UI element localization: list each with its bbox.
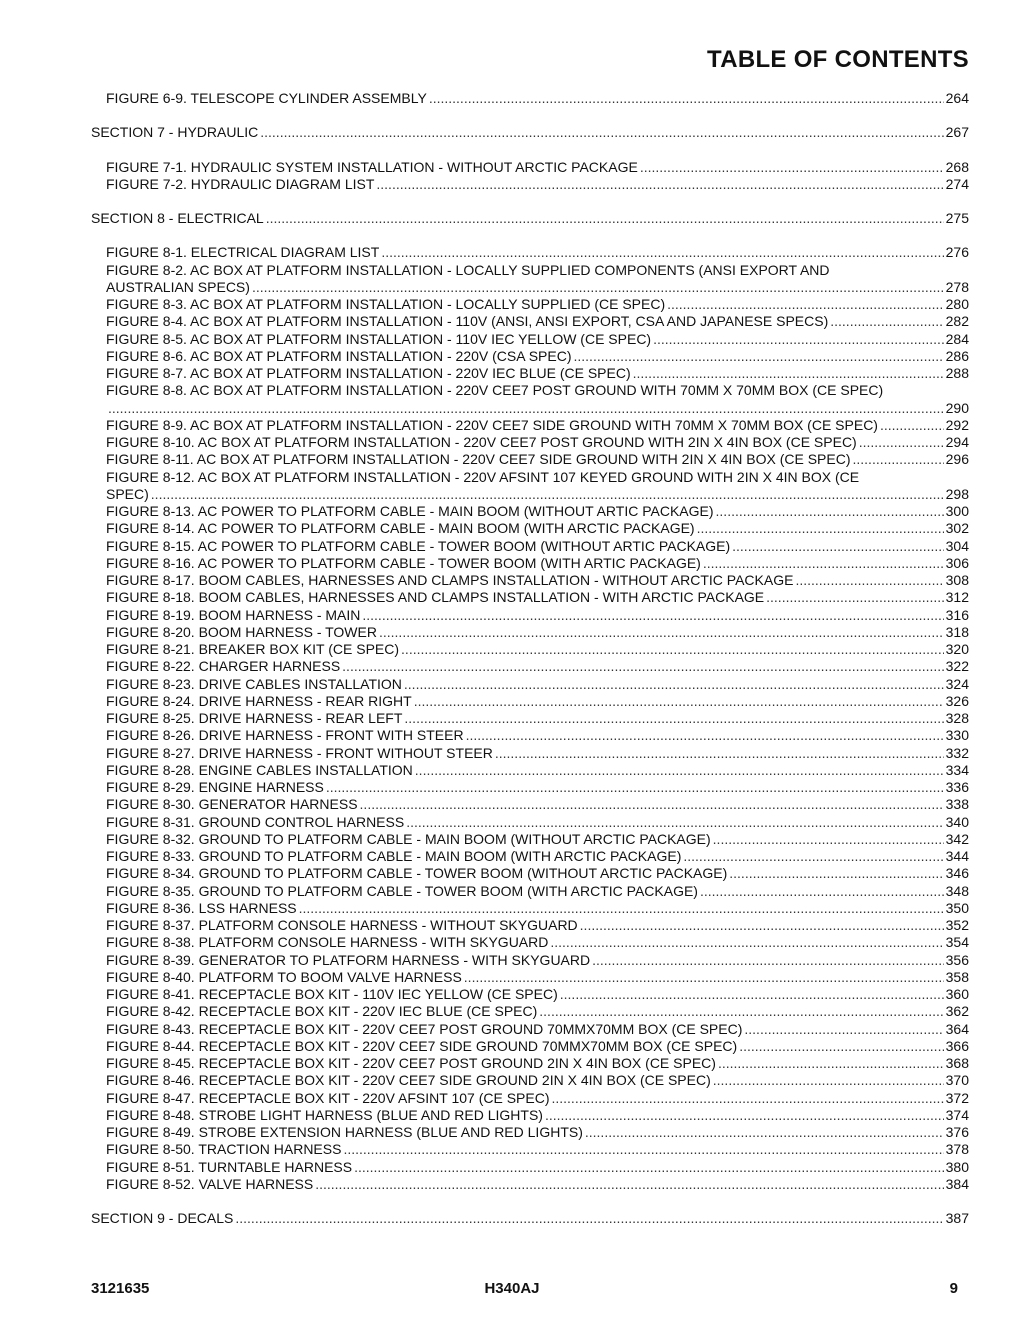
toc-entry-page: 286 [945, 347, 969, 364]
dot-leader [551, 1090, 943, 1107]
toc-entry[interactable] [0, 1038, 1024, 1055]
toc-section[interactable] [0, 1210, 1024, 1227]
toc-entry-page: 300 [945, 503, 969, 519]
dot-leader [592, 952, 944, 969]
toc-entry-page: 332 [945, 744, 969, 761]
toc-entry[interactable] [0, 1021, 1024, 1038]
dot-leader [653, 331, 944, 348]
toc-entry-page: 344 [945, 848, 969, 864]
toc-entry-page: 268 [945, 158, 969, 175]
toc-entry-label: FIGURE 8-20. BOOM HARNESS - TOWER [106, 623, 377, 640]
dot-leader [466, 727, 944, 744]
toc-entry[interactable] [0, 279, 1024, 296]
toc-entry-page: 380 [945, 1158, 969, 1175]
toc-entry[interactable] [0, 451, 1024, 468]
dot-leader [667, 296, 944, 313]
toc-entry[interactable] [0, 848, 1024, 865]
toc-entry-page: 316 [945, 606, 969, 623]
toc-entry[interactable] [0, 693, 1024, 710]
dot-leader [739, 1038, 943, 1055]
toc-entry[interactable] [0, 417, 1024, 434]
toc-entry-page: 384 [945, 1175, 969, 1192]
toc-entry[interactable] [0, 159, 1024, 176]
dot-leader [406, 814, 943, 831]
toc-entry[interactable] [0, 331, 1024, 348]
dot-leader [545, 1107, 944, 1124]
toc-entry[interactable] [0, 400, 1024, 417]
toc-list [0, 90, 1024, 1227]
toc-entry-page: 340 [945, 813, 969, 830]
dot-leader [633, 365, 944, 382]
toc-entry[interactable] [0, 831, 1024, 848]
toc-entry-label: FIGURE 8-15. AC POWER TO PLATFORM CABLE - TOWER BOOM (WITHOUT ARTIC PACKAGE) [106, 537, 731, 554]
toc-entry-page: 276 [945, 244, 969, 261]
toc-entry[interactable] [0, 952, 1024, 969]
toc-entry-label: FIGURE 8-52. VALVE HARNESS [106, 1175, 314, 1192]
toc-entry-label: FIGURE 8-44. RECEPTACLE BOX KIT - 220V CEE7 SIDE GROUND 70MMX70MM BOX (CE SPEC) [106, 1037, 738, 1054]
footer-page-number: 9 [949, 1280, 958, 1297]
toc-entry-label: FIGURE 8-34. GROUND TO PLATFORM CABLE - TOWER BOOM (WITHOUT ARCTIC PACKAGE) [106, 865, 728, 882]
toc-entry[interactable] [0, 538, 1024, 555]
toc-entry[interactable] [0, 727, 1024, 744]
toc-entry-page: 304 [945, 537, 969, 554]
toc-entry-label-line1[interactable]: FIGURE 8-8. AC BOX AT PLATFORM INSTALLATION - 220V CEE7 POST GROUND WITH 70MM X 70MM BOX (CE SPEC) [106, 382, 884, 399]
toc-entry[interactable] [0, 503, 1024, 520]
dot-leader [381, 244, 943, 261]
dot-leader [108, 400, 944, 417]
dot-leader [342, 658, 943, 675]
toc-entry-page: 366 [945, 1037, 969, 1054]
dot-leader [700, 883, 944, 900]
toc-entry-label: FIGURE 8-11. AC BOX AT PLATFORM INSTALLATION - 220V CEE7 SIDE GROUND WITH 2IN X 4IN BOX (CE SPEC) [106, 451, 851, 468]
toc-entry-label: FIGURE 8-40. PLATFORM TO BOOM VALVE HARNESS [106, 968, 462, 985]
toc-entry-label: FIGURE 8-46. RECEPTACLE BOX KIT - 220V CEE7 SIDE GROUND 2IN X 4IN BOX (CE SPEC) [106, 1072, 711, 1089]
toc-entry-page: 360 [945, 986, 969, 1002]
toc-entry-label: FIGURE 8-38. PLATFORM CONSOLE HARNESS - WITH SKYGUARD [106, 934, 549, 951]
dot-leader [235, 1210, 943, 1227]
toc-entry-page: 362 [945, 1003, 969, 1020]
dot-leader [379, 624, 944, 641]
dot-leader [718, 1055, 944, 1072]
toc-entry-label: FIGURE 8-35. GROUND TO PLATFORM CABLE - TOWER BOOM (WITH ARCTIC PACKAGE) [106, 882, 698, 899]
toc-entry-label-cont: AUSTRALIAN SPECS) [106, 278, 250, 295]
toc-entry-page: 346 [945, 865, 969, 882]
toc-entry-label: FIGURE 8-30. GENERATOR HARNESS [106, 796, 358, 813]
dot-leader [343, 1141, 943, 1158]
toc-entry-page: 356 [945, 951, 969, 968]
dot-leader [766, 589, 944, 606]
dot-leader [880, 417, 944, 434]
toc-entry-page: 312 [945, 589, 969, 606]
toc-entry-label: FIGURE 8-7. AC BOX AT PLATFORM INSTALLATION - 220V IEC BLUE (CE SPEC) [106, 365, 631, 381]
toc-entry[interactable] [0, 1176, 1024, 1193]
toc-entry-page: 324 [945, 675, 969, 692]
toc-section-page: 275 [945, 210, 969, 226]
dot-leader [376, 176, 943, 193]
footer-model: H340AJ [484, 1280, 540, 1297]
toc-entry-label: FIGURE 8-1. ELECTRICAL DIAGRAM LIST [106, 244, 380, 261]
toc-entry[interactable] [0, 348, 1024, 365]
toc-entry[interactable] [0, 969, 1024, 986]
toc-entry-page: 284 [945, 330, 969, 347]
toc-entry-label: FIGURE 8-22. CHARGER HARNESS [106, 658, 341, 675]
dot-leader [464, 969, 944, 986]
toc-entry-page: 290 [945, 399, 969, 416]
dot-leader [574, 348, 944, 365]
toc-entry-page: 370 [945, 1072, 969, 1089]
dot-leader [683, 848, 943, 865]
toc-section-label: SECTION 9 - DECALS [91, 1210, 234, 1226]
dot-leader [362, 607, 943, 624]
toc-entry-label: FIGURE 8-47. RECEPTACLE BOX KIT - 220V AFSINT 107 (CE SPEC) [106, 1089, 550, 1106]
toc-entry-page: 342 [945, 830, 969, 847]
toc-entry[interactable] [0, 486, 1024, 503]
dot-leader [415, 762, 944, 779]
toc-entry-label: FIGURE 8-43. RECEPTACLE BOX KIT - 220V CEE7 POST GROUND 70MMX70MM BOX (CE SPEC) [106, 1020, 743, 1037]
toc-entry[interactable] [0, 90, 1024, 107]
toc-entry-page: 282 [945, 313, 969, 330]
dot-leader [585, 1124, 944, 1141]
toc-entry-label: FIGURE 8-4. AC BOX AT PLATFORM INSTALLATION - 110V (ANSI, ANSI EXPORT, CSA AND JAPANESE SPECS) [106, 313, 829, 330]
toc-section-page: 267 [945, 124, 969, 141]
dot-leader [354, 1159, 944, 1176]
toc-entry-page: 354 [945, 934, 969, 951]
toc-entry[interactable] [0, 296, 1024, 313]
dot-leader [151, 486, 944, 503]
toc-entry-page: 322 [945, 658, 969, 675]
dot-leader [713, 1072, 944, 1089]
toc-entry-page: 334 [945, 761, 969, 778]
toc-entry-label: FIGURE 6-9. TELESCOPE CYLINDER ASSEMBLY [106, 90, 427, 106]
toc-entry[interactable] [0, 814, 1024, 831]
toc-entry-label: FIGURE 8-9. AC BOX AT PLATFORM INSTALLATION - 220V CEE7 SIDE GROUND WITH 70MM X 70MM BOX (CE SPEC) [106, 416, 878, 433]
toc-entry-page: 298 [945, 485, 969, 502]
toc-entry-label: FIGURE 8-6. AC BOX AT PLATFORM INSTALLATION - 220V (CSA SPEC) [106, 347, 572, 364]
toc-entry-page: 292 [945, 416, 969, 433]
toc-entry[interactable] [0, 883, 1024, 900]
toc-entry-label: FIGURE 8-42. RECEPTACLE BOX KIT - 220V IEC BLUE (CE SPEC) [106, 1003, 538, 1020]
toc-section-page: 387 [945, 1210, 969, 1226]
toc-entry[interactable] [0, 1003, 1024, 1020]
dot-leader [795, 572, 943, 589]
dot-leader [550, 934, 943, 951]
dot-leader [729, 865, 943, 882]
dot-leader [713, 831, 944, 848]
toc-entry-label: FIGURE 8-23. DRIVE CABLES INSTALLATION [106, 675, 402, 692]
toc-entry-page: 364 [945, 1020, 969, 1037]
toc-entry[interactable] [0, 365, 1024, 382]
dot-leader [640, 159, 944, 176]
toc-entry-label: FIGURE 8-31. GROUND CONTROL HARNESS [106, 813, 405, 830]
footer-doc-number: 3121635 [91, 1280, 150, 1297]
toc-entry-label: FIGURE 8-39. GENERATOR TO PLATFORM HARNESS - WITH SKYGUARD [106, 951, 591, 968]
toc-entry-page: 352 [945, 917, 969, 933]
toc-entry[interactable] [0, 1124, 1024, 1141]
toc-entry-label: FIGURE 8-13. AC POWER TO PLATFORM CABLE - MAIN BOOM (WITHOUT ARTIC PACKAGE) [106, 503, 714, 519]
dot-leader [744, 1021, 943, 1038]
dot-leader [252, 279, 944, 296]
toc-entry-page: 294 [945, 434, 969, 450]
toc-entry-label: FIGURE 8-45. RECEPTACLE BOX KIT - 220V CEE7 POST GROUND 2IN X 4IN BOX (CE SPEC) [106, 1055, 716, 1071]
toc-entry-page: 320 [945, 641, 969, 657]
dot-leader [404, 676, 944, 693]
toc-entry[interactable] [0, 1141, 1024, 1158]
toc-entry-label: FIGURE 8-18. BOOM CABLES, HARNESSES AND CLAMPS INSTALLATION - WITH ARCTIC PACKAGE [106, 589, 765, 606]
toc-entry-label: FIGURE 8-37. PLATFORM CONSOLE HARNESS - WITHOUT SKYGUARD [106, 917, 578, 933]
dot-leader [716, 503, 944, 520]
toc-section-label: SECTION 8 - ELECTRICAL [91, 210, 264, 226]
toc-entry-label: FIGURE 8-33. GROUND TO PLATFORM CABLE - MAIN BOOM (WITH ARCTIC PACKAGE) [106, 848, 682, 864]
toc-entry-page: 368 [945, 1055, 969, 1071]
dot-leader [830, 313, 943, 330]
dot-leader [266, 210, 944, 227]
toc-entry-label-line1[interactable]: FIGURE 8-2. AC BOX AT PLATFORM INSTALLATION - LOCALLY SUPPLIED COMPONENTS (ANSI EXPORT AND [106, 261, 830, 278]
toc-entry-label: FIGURE 8-19. BOOM HARNESS - MAIN [106, 606, 361, 623]
toc-entry-label: FIGURE 7-1. HYDRAULIC SYSTEM INSTALLATION - WITHOUT ARCTIC PACKAGE [106, 158, 638, 175]
toc-entry-page: 372 [945, 1089, 969, 1106]
toc-entry-label: FIGURE 8-48. STROBE LIGHT HARNESS (BLUE AND RED LIGHTS) [106, 1106, 543, 1123]
toc-entry[interactable] [0, 745, 1024, 762]
toc-entry-label: FIGURE 8-51. TURNTABLE HARNESS [106, 1158, 353, 1175]
toc-entry-label: FIGURE 8-49. STROBE EXTENSION HARNESS (BLUE AND RED LIGHTS) [106, 1124, 583, 1140]
toc-entry-page: 302 [945, 520, 969, 537]
toc-entry-page: 308 [945, 572, 969, 588]
toc-entry[interactable] [0, 900, 1024, 917]
toc-entry[interactable] [0, 1159, 1024, 1176]
dot-leader [414, 693, 944, 710]
toc-entry[interactable] [0, 624, 1024, 641]
toc-entry-page: 274 [945, 175, 969, 192]
toc-entry-label: FIGURE 8-5. AC BOX AT PLATFORM INSTALLATION - 110V IEC YELLOW (CE SPEC) [106, 330, 652, 347]
toc-entry[interactable] [0, 313, 1024, 330]
dot-leader [260, 124, 943, 141]
dot-leader [404, 710, 943, 727]
toc-entry[interactable] [0, 1055, 1024, 1072]
toc-entry-label: FIGURE 8-25. DRIVE HARNESS - REAR LEFT [106, 710, 403, 726]
dot-leader [326, 779, 944, 796]
toc-entry[interactable] [0, 779, 1024, 796]
toc-entry-page: 278 [945, 278, 969, 295]
toc-entry-page: 378 [945, 1141, 969, 1158]
toc-entry-page: 264 [945, 90, 969, 106]
toc-entry[interactable] [0, 762, 1024, 779]
toc-entry-page: 350 [945, 899, 969, 916]
toc-entry[interactable] [0, 865, 1024, 882]
dot-leader [539, 1003, 943, 1020]
toc-entry[interactable] [0, 986, 1024, 1003]
toc-entry-label: FIGURE 8-32. GROUND TO PLATFORM CABLE - MAIN BOOM (WITHOUT ARCTIC PACKAGE) [106, 830, 711, 847]
dot-leader [299, 900, 944, 917]
toc-entry-label: FIGURE 8-27. DRIVE HARNESS - FRONT WITHOUT STEER [106, 744, 493, 761]
toc-entry-page: 338 [945, 796, 969, 813]
toc-entry[interactable] [0, 658, 1024, 675]
toc-entry-label-line1[interactable]: FIGURE 8-12. AC BOX AT PLATFORM INSTALLATION - 220V AFSINT 107 KEYED GROUND WITH 2IN X 4IN BOX (CE [106, 468, 860, 485]
toc-entry[interactable] [0, 1107, 1024, 1124]
toc-entry[interactable] [0, 572, 1024, 589]
toc-entry-label: FIGURE 8-10. AC BOX AT PLATFORM INSTALLATION - 220V CEE7 POST GROUND WITH 2IN X 4IN BOX (CE SPEC) [106, 434, 857, 450]
toc-entry-label: FIGURE 8-29. ENGINE HARNESS [106, 779, 324, 795]
toc-entry[interactable] [0, 555, 1024, 572]
toc-entry-page: 328 [945, 710, 969, 726]
dot-leader [859, 434, 944, 451]
toc-entry-label: FIGURE 7-2. HYDRAULIC DIAGRAM LIST [106, 175, 375, 192]
toc-entry-label: FIGURE 8-24. DRIVE HARNESS - REAR RIGHT [106, 692, 412, 709]
toc-entry-label: FIGURE 8-26. DRIVE HARNESS - FRONT WITH STEER [106, 727, 464, 744]
toc-entry[interactable] [0, 934, 1024, 951]
toc-entry-page: 296 [945, 451, 969, 468]
dot-leader [495, 745, 944, 762]
page-title: TABLE OF CONTENTS [707, 46, 969, 73]
toc-section[interactable] [0, 124, 1024, 141]
dot-leader [401, 641, 944, 658]
toc-section[interactable] [0, 210, 1024, 227]
toc-entry-label: FIGURE 8-16. AC POWER TO PLATFORM CABLE - TOWER BOOM (WITH ARTIC PACKAGE) [106, 554, 701, 571]
toc-entry-page: 318 [945, 623, 969, 640]
toc-entry-page: 336 [945, 779, 969, 795]
toc-entry-label: FIGURE 8-50. TRACTION HARNESS [106, 1141, 342, 1158]
dot-leader [703, 555, 944, 572]
toc-entry-label: FIGURE 8-36. LSS HARNESS [106, 899, 297, 916]
dot-leader [853, 451, 944, 468]
toc-entry-label: FIGURE 8-41. RECEPTACLE BOX KIT - 110V IEC YELLOW (CE SPEC) [106, 986, 558, 1002]
toc-entry-page: 280 [945, 296, 969, 312]
toc-entry[interactable] [0, 710, 1024, 727]
toc-entry[interactable] [0, 434, 1024, 451]
dot-leader [732, 538, 944, 555]
toc-entry[interactable] [0, 796, 1024, 813]
toc-entry-page: 376 [945, 1124, 969, 1140]
toc-entry[interactable] [0, 1090, 1024, 1107]
toc-entry-page: 348 [945, 882, 969, 899]
dot-leader [697, 520, 944, 537]
dot-leader [360, 796, 944, 813]
toc-entry[interactable] [0, 176, 1024, 193]
toc-entry[interactable] [0, 917, 1024, 934]
toc-entry-page: 326 [945, 692, 969, 709]
dot-leader [315, 1176, 943, 1193]
toc-entry-label: FIGURE 8-3. AC BOX AT PLATFORM INSTALLATION - LOCALLY SUPPLIED (CE SPEC) [106, 296, 666, 312]
toc-section-label: SECTION 7 - HYDRAULIC [91, 124, 259, 141]
toc-entry-page: 288 [945, 365, 969, 381]
toc-entry-label: FIGURE 8-28. ENGINE CABLES INSTALLATION [106, 761, 413, 778]
toc-entry-page: 306 [945, 554, 969, 571]
dot-leader [560, 986, 944, 1003]
toc-entry[interactable] [0, 641, 1024, 658]
toc-entry-label-cont: SPEC) [106, 485, 149, 502]
toc-entry-label: FIGURE 8-21. BREAKER BOX KIT (CE SPEC) [106, 641, 400, 657]
toc-entry-page: 330 [945, 727, 969, 744]
toc-entry-page: 374 [945, 1106, 969, 1123]
dot-leader [580, 917, 944, 934]
toc-entry[interactable] [0, 676, 1024, 693]
toc-entry-label: FIGURE 8-17. BOOM CABLES, HARNESSES AND CLAMPS INSTALLATION - WITHOUT ARCTIC PACKAGE [106, 572, 794, 588]
toc-entry[interactable] [0, 589, 1024, 606]
toc-entry[interactable] [0, 244, 1024, 261]
toc-entry[interactable] [0, 520, 1024, 537]
toc-entry[interactable] [0, 1072, 1024, 1089]
toc-entry-label: FIGURE 8-14. AC POWER TO PLATFORM CABLE - MAIN BOOM (WITH ARCTIC PACKAGE) [106, 520, 695, 537]
toc-entry-page: 358 [945, 968, 969, 985]
toc-entry[interactable] [0, 607, 1024, 624]
dot-leader [429, 90, 944, 107]
